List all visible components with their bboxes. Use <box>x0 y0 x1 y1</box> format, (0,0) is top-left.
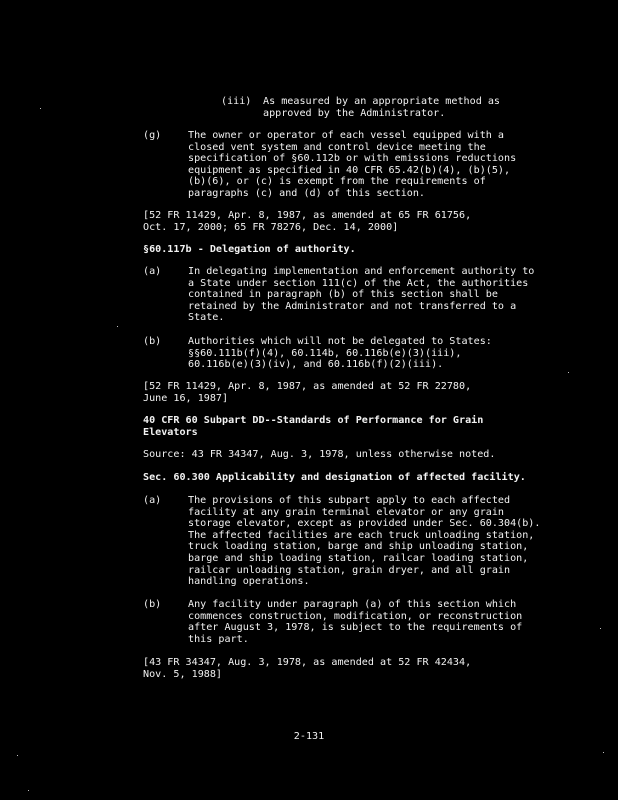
paragraph-a-117b <box>143 266 588 324</box>
scan-noise-speck <box>603 752 604 753</box>
page-number: 2-131 <box>293 731 325 742</box>
paragraph-text: The provisions of this subpart apply to each affected facility at any grain terminal elevator or any grain storage elevator, except as provided under Sec. 60.304(b). The affected facilities are each truck unloading station, truck loading station, barge and ship unloading station, barge and ship loading station, railcar loading station, railcar unloading station, grain dryer, and all grain handling operations. <box>188 495 541 588</box>
section-heading-60-300: Sec. 60.300 Applicability and designation of affected facility. <box>143 472 526 483</box>
subpart-heading: 40 CFR 60 Subpart DD--Standards of Performance for Grain Elevators <box>143 415 484 438</box>
scan-noise-speck <box>600 628 601 629</box>
paragraph-text: Authorities which will not be delegated to States: §§60.111b(f)(4), 60.114b, 60.116b(e)(3)(iii), 60.116b(e)(3)(iv), and 60.116b(f)(2)(iii). <box>188 336 492 371</box>
scan-noise-speck <box>28 790 29 791</box>
paragraph-text: In delegating implementation and enforcement authority to a State under section 111(c) of the Act, the authorities contained in paragraph (b) of this section shall be retained by the Administrator and not transferred to a State. <box>188 266 535 324</box>
scan-noise-speck <box>17 755 18 756</box>
paragraph-text: As measured by an appropriate method as approved by the Administrator. <box>263 96 501 119</box>
scan-noise-speck <box>117 326 118 327</box>
scan-noise-speck <box>568 372 569 373</box>
paragraph-g <box>143 130 560 200</box>
paragraph-b-117b <box>143 336 560 371</box>
citation-2: [52 FR 11429, Apr. 8, 1987, as amended at 52 FR 22780, June 16, 1987] <box>143 381 472 404</box>
paragraph-text: The owner or operator of each vessel equipped with a closed vent system and control device meeting the specification of §60.112b or with emissions reductions equipment as specified in 40 CFR 65.42(b)(4), (b)(5), (b)(6), or (c) is exempt from the requirements of paragraphs (c) and (d) of this section. <box>188 130 517 199</box>
source-note: Source: 43 FR 34347, Aug. 3, 1978, unless otherwise noted. <box>143 449 496 460</box>
paragraph-label: (b) <box>143 599 162 610</box>
paragraph-label: (b) <box>143 336 162 347</box>
paragraph-label: (a) <box>143 266 162 277</box>
section-heading-60-117b: §60.117b - Delegation of authority. <box>143 244 356 255</box>
paragraph-b-300 <box>143 599 560 645</box>
paragraph-label: (iii) <box>221 96 252 107</box>
paragraph-label: (a) <box>143 495 162 506</box>
paragraph-text: Any facility under paragraph (a) of this section which commences construction, modification, or reconstruction after August 3, 1978, is subject to the requirements of this part. <box>188 599 523 645</box>
scan-noise-speck <box>40 108 41 109</box>
paragraph-a-300 <box>143 495 598 588</box>
paragraph-label: (g) <box>143 130 162 141</box>
citation-3: [43 FR 34347, Aug. 3, 1978, as amended at 52 FR 42434, Nov. 5, 1988] <box>143 657 472 680</box>
paragraph-iii <box>221 96 618 119</box>
citation-1: [52 FR 11429, Apr. 8, 1987, as amended at 65 FR 61756, Oct. 17, 2000; 65 FR 78276, Dec. 14, 2000] <box>143 210 472 233</box>
